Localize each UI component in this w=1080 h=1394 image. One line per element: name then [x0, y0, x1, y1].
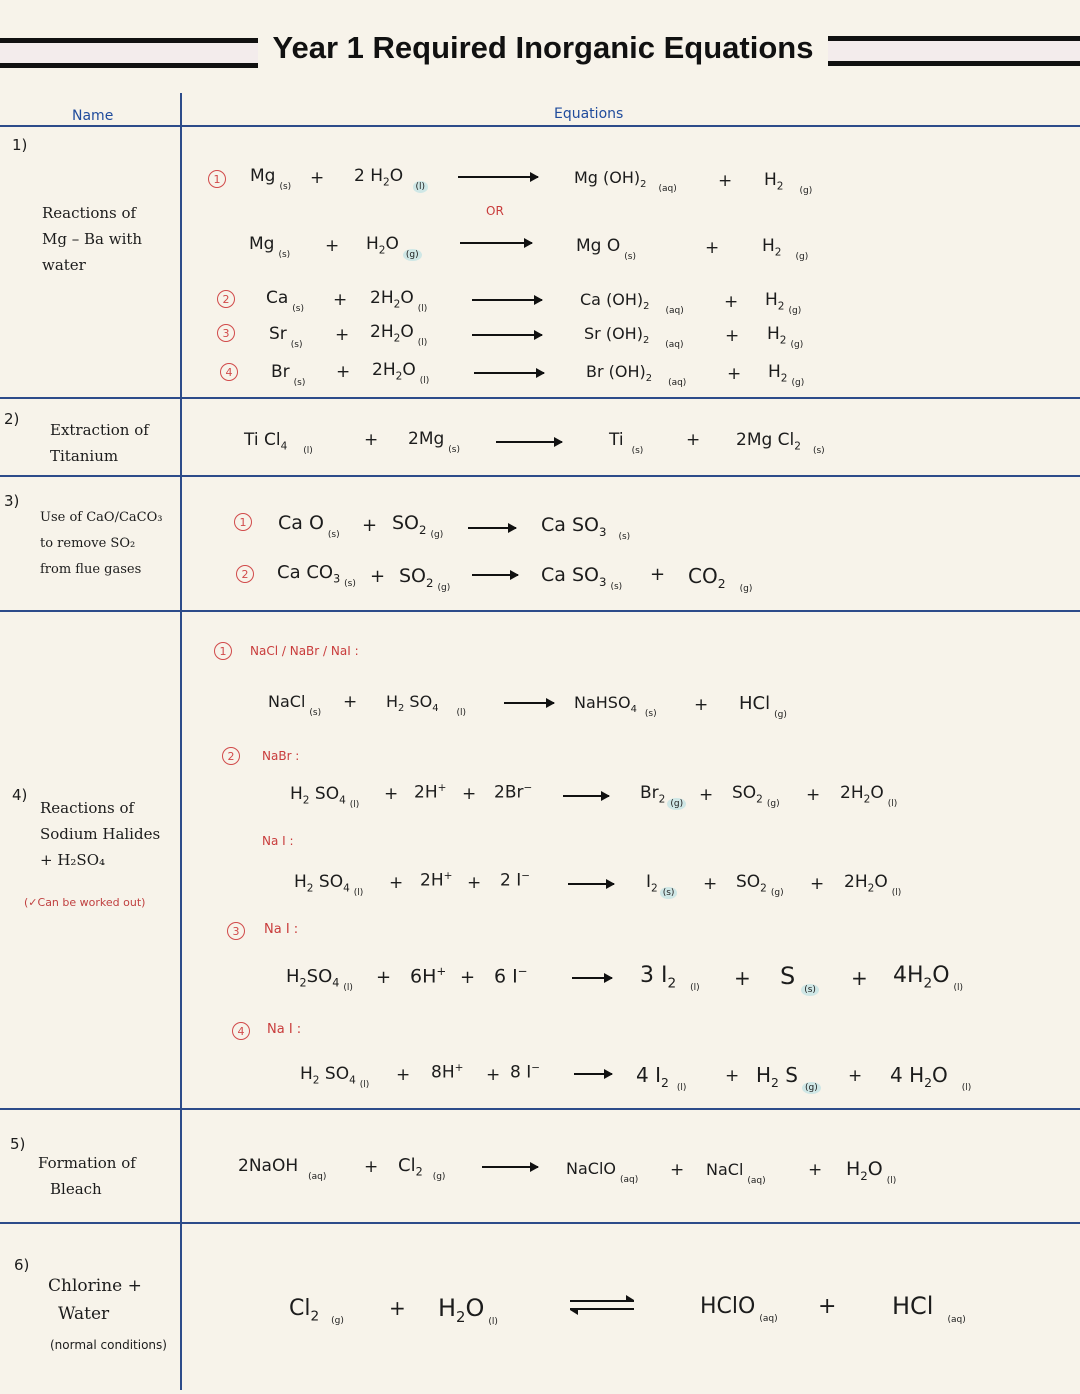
equation-species: S $_{(s)}$ — [780, 962, 819, 995]
equation-species: $H_2$ $_{(g)}$ — [767, 324, 804, 350]
equation-plus: + — [376, 967, 392, 988]
equation-species: 8H+ — [431, 1062, 464, 1083]
column-header-name: Name — [72, 108, 114, 124]
equation-species: 2NaOH$_{(aq)}$ — [238, 1156, 327, 1182]
equation-species: $H_2$ $SO_4$ $_{(l)}$ — [294, 872, 364, 898]
equation-plus: + — [851, 966, 868, 990]
equation-species: $2H_2O_{(l)}$ — [844, 872, 902, 898]
equation-species: $SO_2$ $_{(g)}$ — [399, 565, 451, 593]
row-number: 4) — [12, 786, 28, 804]
marker: 2 — [222, 745, 240, 765]
equation-species: $SO_2$ $_{(g)}$ — [736, 872, 784, 898]
equation-plus: + — [703, 874, 718, 894]
page-title: Year 1 Required Inorganic Equations — [272, 30, 814, 65]
equation-species: $Br_2$ $_{(g)}$ — [640, 783, 686, 809]
row-divider — [0, 397, 1080, 399]
equation-species: $Mg_{(s)}$ — [250, 166, 292, 192]
equation-plus: + — [694, 695, 709, 715]
equation-plus: + — [727, 364, 742, 384]
equation-species: $Cl_2$ $_{(g)}$ — [289, 1296, 344, 1326]
title-bar-left — [0, 38, 258, 68]
row-divider — [0, 1108, 1080, 1110]
reaction-arrow — [504, 702, 554, 704]
equation-species: $2H_2O_{(l)}$ — [372, 360, 430, 386]
equation-species: 2Br− — [494, 782, 533, 803]
equation-species: $H_2$ $_{(g)}$ — [764, 170, 813, 196]
reaction-arrow — [468, 527, 516, 529]
equation-plus: + — [686, 430, 701, 450]
marker: 4 — [232, 1020, 250, 1040]
reaction-arrow — [572, 977, 612, 979]
equation-plus: + — [725, 326, 740, 346]
equation-plus: + — [335, 325, 350, 345]
equation-plus: + — [333, 290, 348, 310]
sub-label: NaBr : — [262, 749, 300, 763]
equation-text — [0, 0, 1, 1]
equation-plus: + — [734, 966, 751, 990]
equation-plus: + — [724, 292, 739, 312]
row-name: Extraction of Titanium — [50, 421, 149, 465]
row-note: (normal conditions) — [50, 1338, 167, 1352]
equation-plus: + — [362, 515, 378, 536]
equation-plus: + — [310, 168, 325, 188]
equation-species: 2 $H_2O$ $_{(l)}$ — [354, 166, 428, 192]
equation-species: Mg $O_{(s)}$ — [576, 236, 636, 262]
equation-species: $H_2O_{(g)}$ — [366, 234, 422, 260]
equation-species: 2 I− — [500, 870, 531, 891]
equation-plus: + — [818, 1294, 837, 1319]
equation-species: Ca $SO_3$ $_{(s)}$ — [541, 514, 631, 542]
equation-plus: + — [336, 362, 351, 382]
equation-species: $2H_2O_{(l)}$ — [840, 783, 898, 809]
sub-label: Na I : — [267, 1022, 302, 1037]
equation-plus: + — [810, 874, 825, 894]
equation-species: $I_2$ $_{(s)}$ — [646, 872, 677, 898]
equation-plus: + — [699, 785, 714, 805]
equation-species: Br $(OH)_2$ $_{(aq)}$ — [586, 362, 687, 388]
row-note: (✓Can be worked out) — [24, 896, 146, 909]
row-divider — [0, 125, 1080, 127]
equation-species: $Ti_{(s)}$ — [609, 430, 644, 456]
equation-species: Mg $(OH)_2$ $_{(aq)}$ — [574, 168, 677, 194]
equation-species: $SO_2$ $_{(g)}$ — [392, 512, 444, 540]
equation-species: $H_2O_{(l)}$ — [846, 1158, 897, 1186]
equation-species: $H_2$ $_{(g)}$ — [768, 362, 805, 388]
equation-species: $2Mg_{(s)}$ — [408, 429, 460, 455]
equation-plus: + — [848, 1066, 863, 1086]
marker: 1 — [208, 168, 226, 188]
reaction-arrow — [474, 372, 544, 374]
column-header-equations: Equations — [554, 106, 624, 122]
equation-species: $H_2$ $SO_4$ $_{(l)}$ — [300, 1064, 370, 1090]
row-divider — [0, 475, 1080, 477]
equation-species: $H_2$ $_{(g)}$ — [765, 290, 802, 316]
equation-plus: + — [670, 1160, 685, 1180]
equation-species: NaClO$_{(aq)}$ — [566, 1159, 639, 1185]
or-marker: OR — [486, 204, 504, 218]
equation-species: $2H_2O_{(l)}$ — [370, 322, 428, 348]
marker: 2 — [236, 563, 254, 583]
equation-species: 3 $I_2$ $_{(l)}$ — [640, 963, 700, 993]
equation-plus: + — [396, 1065, 411, 1085]
equation-species: NaHSO$_4$ $_{(s)}$ — [574, 693, 657, 719]
equation-plus: + — [718, 171, 733, 191]
row-number: 2) — [4, 410, 20, 428]
reaction-arrow — [458, 176, 538, 178]
marker: 3 — [217, 322, 235, 342]
sub-label: Na I : — [264, 922, 299, 937]
title-bar-right — [828, 36, 1080, 66]
equation-species: $H_2$ $SO_4$ $_{(l)}$ — [386, 692, 467, 718]
equation-species: 6H+ — [410, 964, 447, 988]
equation-species: $H_2$ $_{(g)}$ — [762, 236, 809, 262]
reaction-arrow — [472, 334, 542, 336]
equation-plus: + — [384, 784, 399, 804]
row-name: Reactions of Mg – Ba with water — [42, 204, 143, 274]
equation-species: 2H+ — [420, 870, 453, 891]
reaction-arrow — [482, 1166, 538, 1168]
reaction-arrow — [563, 795, 609, 797]
row-name: Chlorine + Water — [48, 1276, 142, 1324]
equation-species: $H_2$ $SO_4$ $_{(l)}$ — [290, 784, 360, 810]
equation-species: 8 I− — [510, 1062, 541, 1083]
row-name: Formation of Bleach — [38, 1154, 136, 1198]
equation-plus: + — [370, 566, 386, 587]
marker: 1 — [234, 511, 252, 531]
equation-plus: + — [808, 1160, 823, 1180]
marker: 2 — [217, 288, 235, 308]
equation-species: NaCl$_{(s)}$ — [268, 692, 322, 718]
equation-plus: + — [364, 430, 379, 450]
sub-label: NaCl / NaBr / NaI : — [250, 644, 359, 658]
sub-label: Na I : — [262, 834, 294, 848]
equation-plus: + — [486, 1065, 501, 1085]
marker: 4 — [220, 361, 238, 381]
equation-species: Ca $CO_3$ $_{(s)}$ — [277, 562, 356, 589]
equation-species: $Cl_2$ $_{(g)}$ — [398, 1155, 446, 1182]
row-number: 3) — [4, 492, 20, 510]
equation-plus: + — [343, 692, 358, 712]
equation-plus: + — [705, 238, 720, 258]
equation-species: HCl$_{(g)}$ — [739, 693, 787, 720]
equation-species: Ti $Cl_4$ $_{(l)}$ — [244, 430, 313, 456]
reaction-arrow — [472, 574, 518, 576]
equation-species: $Mg_{(s)}$ — [249, 234, 291, 260]
equation-species: 4 $H_2O_{(l)}$ — [890, 1063, 972, 1093]
reaction-arrow — [472, 299, 542, 301]
marker: 3 — [227, 920, 245, 940]
row-number: 1) — [12, 136, 28, 154]
equation-species: $Br_{(s)}$ — [271, 362, 306, 388]
row-name: Use of CaO/CaCO₃ to remove SO₂ from flue gases — [40, 510, 163, 577]
equation-species: $CO_2$ $_{(g)}$ — [688, 564, 753, 594]
equation-species: $2H_2O_{(l)}$ — [370, 288, 428, 314]
column-divider — [180, 93, 182, 1390]
equation-plus: + — [389, 1296, 406, 1320]
equation-plus: + — [725, 1066, 740, 1086]
equation-species: 2H+ — [414, 782, 447, 803]
equation-species: 4 $I_2$ $_{(l)}$ — [636, 1063, 687, 1093]
equation-plus: + — [460, 967, 476, 988]
equation-species: Sr $(OH)_2$ $_{(aq)}$ — [584, 324, 684, 350]
equation-plus: + — [462, 784, 477, 804]
equation-species: $Sr_{(s)}$ — [269, 324, 303, 350]
equation-plus: + — [650, 564, 666, 585]
reaction-arrow — [460, 242, 532, 244]
row-name: Reactions of Sodium Halides + H₂SO₄ — [40, 799, 161, 869]
equation-plus: + — [389, 873, 404, 893]
equation-species: Ca $SO_3$ $_{(s)}$ — [541, 564, 623, 592]
equation-species: 2Mg $Cl_2$ $_{(s)}$ — [736, 430, 825, 456]
equation-species: Ca $(OH)_2$ $_{(aq)}$ — [580, 290, 684, 316]
equation-plus: + — [806, 785, 821, 805]
row-divider — [0, 1222, 1080, 1224]
equation-species: $H_2$ $S_{(g)}$ — [756, 1063, 821, 1093]
equation-plus: + — [467, 873, 482, 893]
equation-species: HCl $_{(aq)}$ — [892, 1292, 966, 1325]
equation-species: $H_2SO_4$ $_{(l)}$ — [286, 966, 353, 993]
equation-species: $4H_2O$ $_{(l)}$ — [893, 963, 964, 993]
row-number: 6) — [14, 1256, 30, 1274]
equation-species: NaCl$_{(aq)}$ — [706, 1160, 766, 1186]
equation-species: $SO_2$ $_{(g)}$ — [732, 783, 780, 809]
reaction-arrow — [574, 1073, 612, 1075]
equation-species: $H_2O$ $_{(l)}$ — [438, 1294, 498, 1327]
row-number: 5) — [10, 1135, 26, 1153]
equation-plus: + — [325, 236, 340, 256]
marker: 1 — [214, 640, 232, 660]
equation-species: Ca $O_{(s)}$ — [278, 512, 340, 540]
equation-species: HClO $_{(aq)}$ — [700, 1294, 778, 1324]
row-divider — [0, 610, 1080, 612]
reaction-arrow — [496, 441, 562, 443]
equation-plus: + — [364, 1157, 379, 1177]
equation-species: 6 I− — [494, 964, 528, 988]
reaction-arrow — [568, 883, 614, 885]
equation-species: $Ca_{(s)}$ — [266, 288, 305, 314]
